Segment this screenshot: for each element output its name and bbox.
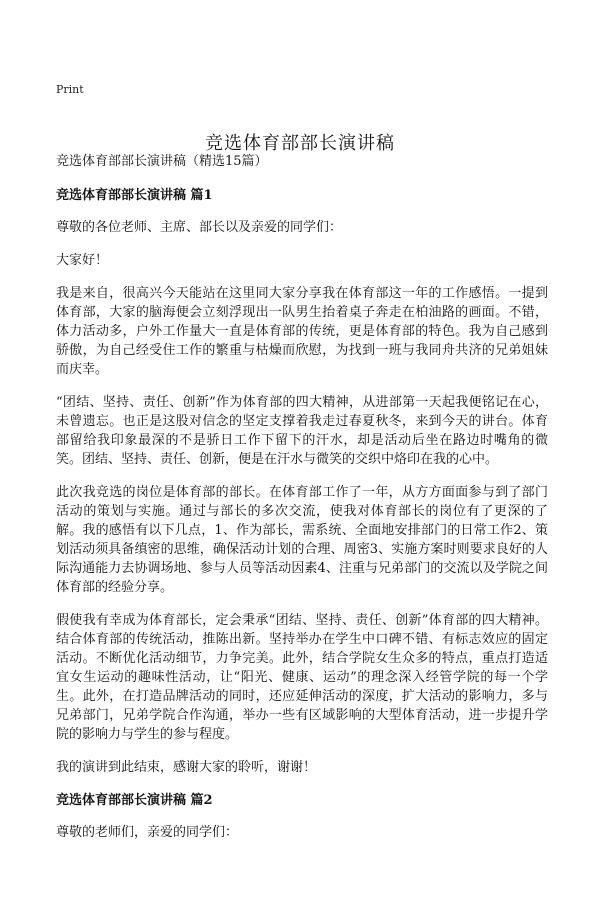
plan-paragraph: 假使我有幸成为体育部长，定会秉承“团结、坚持、责任、创新”体育部的四大精神。结合体育部的传统活动，推陈出新。坚持举办在学生中口碑不错、有标志效应的固定活动。不断优化活动细节，力争完美。此外，结合学院女生众多的特点，重点打造适宜女生运动的趣味性活动，让“阳光、健康、运动”的理念深入经管学院的每一个学生。此外，在打造品牌活动的同时，还应延伸活动的深度，扩大活动的影响力，多与兄弟部门，兄弟学院合作沟通，举办一些有区域影响的大型体育活动，进一步提升学院的影响力与学生的参与程度。 [56, 613, 548, 742]
position-paragraph: 此次我竞选的岗位是体育部的部长。在体育部工作了一年，从方方面面参与到了部门活动的策划与实施。通过与部长的多次交流，使我对体育部长的岗位有了更深的了解。我的感悟有以下几点，1、作为部长，需系统、全面地安排部门的日常工作2、策划活动须具备缜密的思维，确保活动计划的合理、周密3、实施方案时则要求良好的人际沟通能力去协调场地、参与人员等活动因素4、注重与兄弟部门的交流以及学院之间体育部的经验分享。 [56, 485, 548, 595]
document-subtitle: 竞选体育部部长演讲稿（精选15篇） [56, 154, 268, 169]
document-title: 竞选体育部部长演讲稿 [205, 133, 395, 155]
print-label: Print [56, 83, 84, 96]
closing-paragraph: 我的演讲到此结束，感谢大家的聆听，谢谢！ [56, 760, 317, 775]
section-heading-2: 竞选体育部部长演讲稿 篇2 [56, 793, 213, 808]
spirit-paragraph: “团结、坚持、责任、创新”作为体育部的四大精神，从进部第一天起我便铭记在心，未曾遗忘。也正是这股对信念的坚定支撑着我走过春夏秋冬，来到今天的讲台。体育部留给我印象最深的不是骄日工作下留下的汗水，却是活动后坐在路边时嘴角的微笑。团结、坚持、责任、创新，便是在汗水与微笑的交织中烙印在我的心中。 [56, 395, 548, 467]
salutation-paragraph: 尊敬的各位老师、主席、部长以及亲爱的同学们： [56, 220, 343, 235]
section-heading-1: 竞选体育部部长演讲稿 篇1 [56, 188, 213, 203]
greeting-paragraph: 大家好！ [56, 253, 109, 268]
document-body [56, 152, 548, 856]
intro-paragraph: 我是来自，很高兴今天能站在这里同大家分享我在体育部这一年的工作感悟。一提到体育部，大家的脑海便会立刻浮现出一队男生抬着桌子奔走在柏油路的画面。不错，体力活动多，户外工作量大一直是体育部的传统，更是体育部的特色。我为自己感到骄傲，为自己经受住工作的繁重与枯燥而欣慰，为找到一班与我同舟共济的兄弟姐妹而庆幸。 [56, 286, 548, 377]
salutation-paragraph-2: 尊敬的老师们，亲爱的同学们： [56, 825, 239, 840]
